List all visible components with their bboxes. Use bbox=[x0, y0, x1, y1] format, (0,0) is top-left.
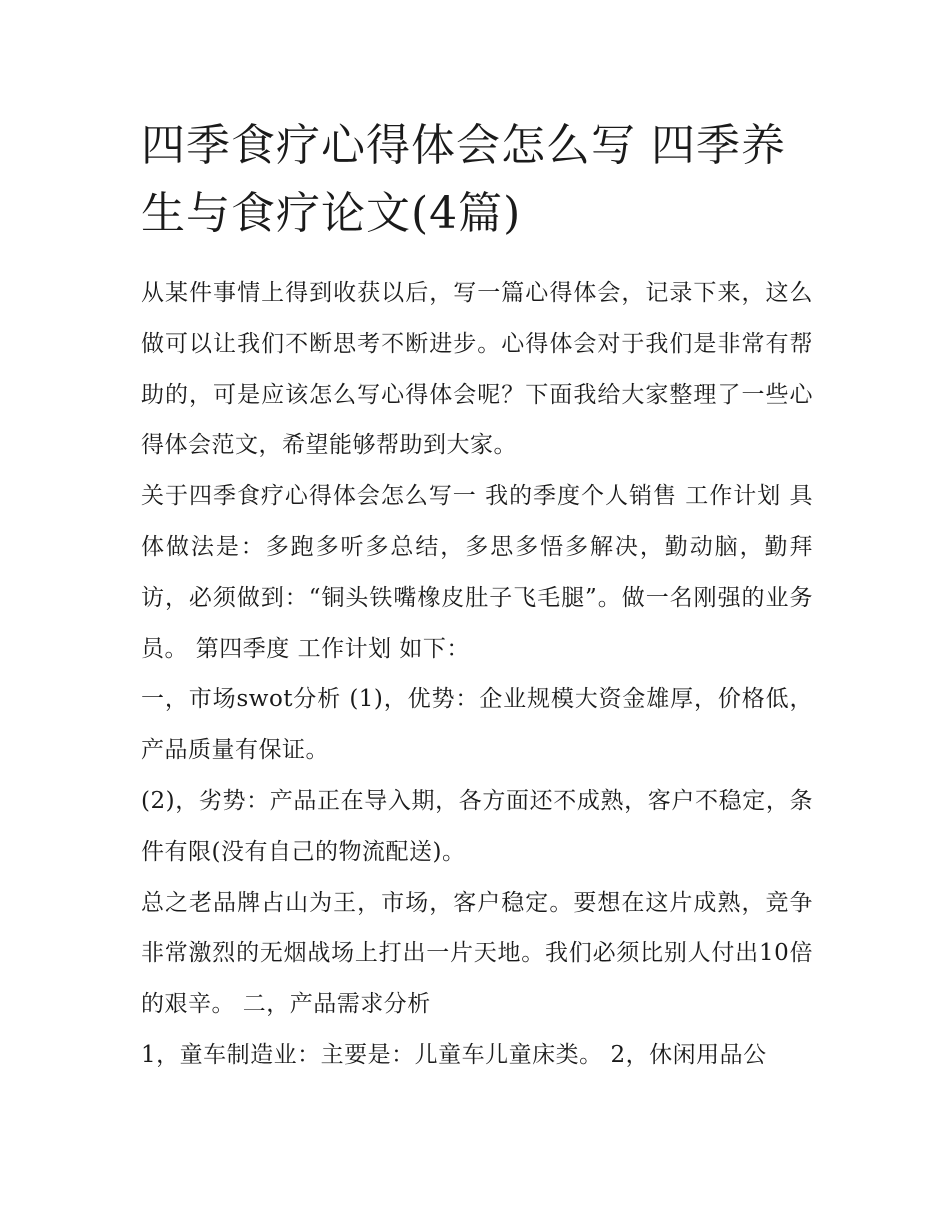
paragraph-intro: 从某件事情上得到收获以后，写一篇心得体会，记录下来，这么做可以让我们不断思考不断进步。心得体会对于我们是非常有帮助的，可是应该怎么写心得体会呢？下面我给大家整理了一些心得体会范文，希望能够帮助到大家。 bbox=[141, 280, 813, 459]
paragraph-market-summary: 总之老品牌占山为王，市场，客户稳定。要想在这片成熟，竞争非常激烈的无烟战场上打出一片天地。我们必须比别人付出10倍的艰辛。 二，产品需求分析 bbox=[141, 889, 813, 1018]
document-title: 四季食疗心得体会怎么写 四季养生与食疗论文(4篇) bbox=[141, 120, 786, 239]
paragraph-work-plan: 关于四季食疗心得体会怎么写一 我的季度个人销售 工作计划 具体做法是：多跑多听多总结，多思多悟多解决，勤动脑，勤拜访，必须做到：“铜头铁嘴橡皮肚子飞毛腿”。做一名刚强的业务员。 第四季度 工作计划 如下： bbox=[141, 483, 813, 662]
paragraph-demand-analysis: 1，童车制造业：主要是：儿童车儿童床类。 2，休闲用品公 bbox=[141, 1041, 767, 1068]
paragraph-swot-weaknesses: (2)，劣势：产品正在导入期，各方面还不成熟，客户不稳定，条件有限(没有自己的物流配送)。 bbox=[141, 787, 813, 865]
paragraph-swot-strengths: 一，市场swot分析 (1)，优势：企业规模大资金雄厚，价格低，产品质量有保证。 bbox=[141, 686, 813, 764]
document-page bbox=[141, 112, 813, 1081]
